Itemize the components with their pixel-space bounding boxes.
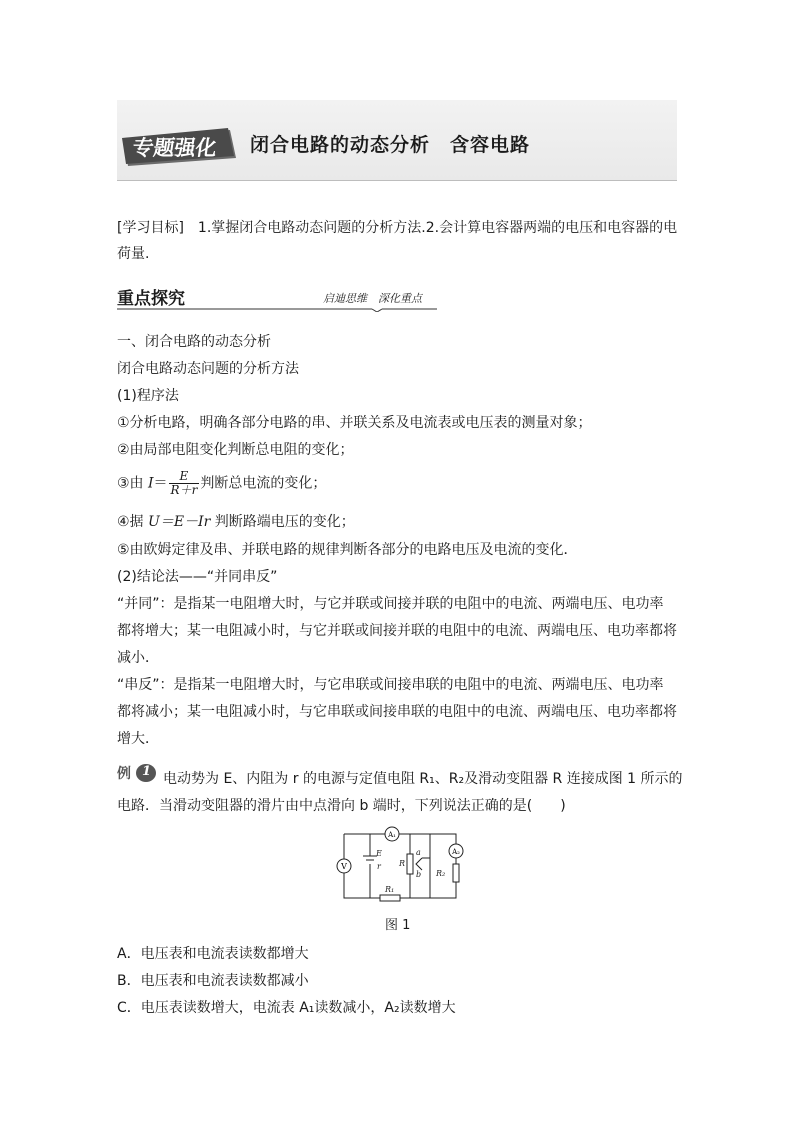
- voltmeter-label: V: [341, 862, 347, 871]
- parallel-rule-line-3: 减小．: [117, 650, 159, 666]
- equals-sign: ＝: [153, 475, 168, 492]
- objectives-line-2: 荷量.: [117, 246, 150, 262]
- objectives-line-1: [学习目标] 1.掌握闭合电路动态问题的分析方法.2.会计算电容器两端的电压和电容器的电: [117, 220, 678, 236]
- resistor-r2-symbol: [453, 864, 459, 882]
- current-formula-fraction: [169, 470, 200, 497]
- rheostat-label: R: [399, 859, 406, 868]
- series-rule-line-2: 都将减小；某一电阻减小时，与它串联或间接串联的电阻中的电流、两端电压、电功率都将: [117, 704, 677, 720]
- parallel-rule-line-2: 都将增大；某一电阻减小时，与它并联或间接并联的电阻中的电流、两端电压、电功率都将: [117, 623, 677, 639]
- series-rule-line-1: “串反”：是指某一电阻增大时，与它串联或间接串联的电阻中的电流、两端电压、电功率: [117, 677, 664, 693]
- option-b: B．电压表和电流表读数都减小: [117, 973, 309, 989]
- step-3-prefix: ③由: [117, 475, 149, 492]
- terminal-voltage-formula: U＝E－Ir: [148, 514, 211, 530]
- option-a: A．电压表和电流表读数都增大: [117, 946, 309, 962]
- fraction-denominator: R＋r: [170, 483, 198, 497]
- internal-resistance-label: r: [377, 862, 381, 871]
- section-heading: [117, 284, 437, 312]
- current-symbol: I: [148, 475, 154, 492]
- step-3-suffix: 判断总电流的变化；: [200, 475, 327, 492]
- r1-label: R₁: [385, 885, 395, 894]
- method-procedure: (1)程序法: [117, 388, 179, 404]
- circuit-diagram: [330, 826, 470, 906]
- step-4-suffix: 判断路端电压的变化；: [210, 514, 355, 530]
- topic-badge-logo: [120, 124, 240, 168]
- step-4-prefix: ④据: [117, 514, 149, 530]
- step-5: ⑤由欧姆定律及串、并联电路的规律判断各部分的电路电压及电流的变化．: [117, 542, 578, 558]
- emf-label: E: [376, 849, 382, 858]
- section-title: 重点探究: [117, 289, 185, 309]
- example-line-2: 电路．当滑动变阻器的滑片由中点滑向 b 端时，下列说法正确的是( ): [117, 798, 566, 814]
- section-subtitle: 启迪思维 深化重点: [323, 292, 422, 305]
- step-3: [117, 470, 326, 497]
- example-line-1: 电动势为 E、内阻为 r 的电源与定值电阻 R₁、R₂及滑动变阻器 R 连接成图 1 所示的: [163, 771, 683, 787]
- parallel-rule-line-1: “并同”：是指某一电阻增大时，与它并联或间接并联的电阻中的电流、两端电压、电功率: [117, 596, 664, 612]
- heading-dynamic-analysis: 一、闭合电路的动态分析: [117, 334, 271, 350]
- terminal-b-label: b: [416, 870, 422, 879]
- rheostat-slider: [416, 858, 422, 870]
- step-1: ①分析电路，明确各部分电路的串、并联关系及电流表或电压表的测量对象；: [117, 415, 592, 431]
- example-number: 1: [142, 764, 152, 779]
- chapter-title: 闭合电路的动态分析 含容电路: [250, 134, 531, 156]
- series-rule-line-3: 增大．: [117, 731, 159, 747]
- r2-label: R₂: [436, 869, 446, 878]
- figure-caption: 图 1: [385, 918, 411, 933]
- option-c: C．电压表读数增大，电流表 A₁读数减小，A₂读数增大: [117, 1000, 456, 1016]
- step-4: [117, 513, 355, 531]
- resistor-r1-symbol: [380, 895, 400, 901]
- heading-method: 闭合电路动态问题的分析方法: [117, 361, 299, 377]
- step-2: ②由局部电阻变化判断总电阻的变化；: [117, 442, 354, 458]
- example-badge: [117, 763, 157, 785]
- fraction-numerator: E: [169, 470, 200, 484]
- example-label: 例: [117, 766, 131, 782]
- badge-text: 专题强化: [130, 135, 219, 160]
- ammeter-a2-label: A₂: [452, 848, 460, 856]
- rheostat-symbol: [407, 854, 413, 874]
- terminal-a-label: a: [416, 848, 421, 857]
- section-underline: [117, 308, 437, 312]
- ammeter-a1-label: A₁: [388, 831, 396, 839]
- method-conclusion: (2)结论法——“并同串反”: [117, 569, 278, 585]
